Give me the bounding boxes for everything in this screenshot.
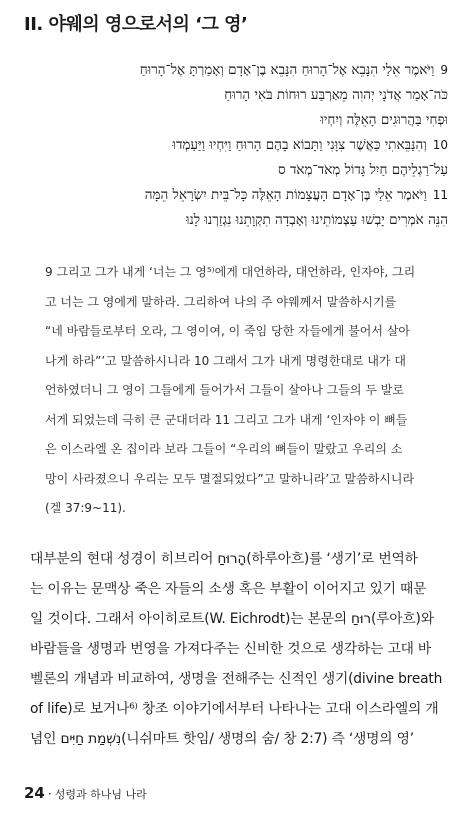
body-line: of life)로 보거나⁶⁾ 창조 이야기에서부터 나타나는 고대 이스라엘의 개 bbox=[30, 701, 439, 717]
hebrew-line bbox=[18, 183, 448, 208]
section-heading: II. 야웨의 영으로서의 ‘그 영’ bbox=[24, 14, 248, 35]
hebrew-line-text: עַל־רַגְלֵיהֶם חַיִל גָּדוֹל מְאֹד־מְאֹד ס bbox=[277, 162, 448, 178]
hebrew-line bbox=[18, 58, 448, 83]
page-footer bbox=[24, 783, 147, 802]
hebrew-line bbox=[18, 133, 448, 158]
translation-line: 서게 되었는데 극히 큰 군대더라 11 그리고 그가 내게 ‘인자야 이 뼈들 bbox=[45, 412, 408, 427]
hebrew-line bbox=[18, 208, 448, 233]
book-title: 성령과 하나님 나라 bbox=[54, 788, 147, 801]
hebrew-line-text: וַיֹּאמֶר אֵלַי בֶּן־אָדָם הָעֲצָמוֹת הָאֵלֶּה כָּל־בֵּית יִשְׂרָאֵל הֵמָּה bbox=[144, 187, 427, 203]
body-line: 는 이유는 문맥상 죽은 자들의 소생 혹은 부활이 이어지고 있기 때문 bbox=[30, 581, 427, 597]
body-line: 일 것이다. 그래서 아이히로트(W. Eichrodt)는 본문의 רוּחַ(루아흐)와 bbox=[30, 611, 434, 627]
hebrew-line-text: כֹּה־אָמַר אֲדֹנָי יְהוִה מֵאַרְבַּע רוּחוֹת בֹּאִי הָרוּחַ bbox=[224, 87, 448, 103]
body-line: 대부분의 현대 성경이 히브리어 הָרוּחַ(하루아흐)를 ‘생기’로 번역하 bbox=[30, 551, 418, 567]
page-number: 24 bbox=[24, 784, 45, 802]
body-paragraph bbox=[30, 544, 450, 754]
verse-number: 11 bbox=[432, 188, 448, 202]
translation-line: 나게 하라”’고 말씀하시니라 10 그래서 그가 내게 명령한대로 내가 대 bbox=[45, 353, 407, 368]
translation-line: 망이 사라졌으니 우리는 모두 멸절되었다”고 말하니라’고 말씀하시니라 bbox=[45, 471, 415, 486]
hebrew-line-text: וַיֹּאמֶר אֵלַי הִנָּבֵא אֶל־הָרוּחַ הִנָּבֵא בֶן־אָדָם וְאָמַרְתָּ אֶל־הָרוּחַ bbox=[139, 62, 435, 78]
footer-separator: · bbox=[47, 787, 52, 801]
translation-line: “네 바람들로부터 오라, 그 영이여, 이 죽임 당한 자들에게 불어서 살아 bbox=[45, 324, 410, 338]
hebrew-line-text: הִנֵּה אֹמְרִים יָבְשׁוּ עַצְמוֹתֵינוּ וְאָבְדָה תִקְוָתֵנוּ נִגְזַרְנוּ לָנוּ bbox=[185, 212, 448, 228]
body-line: 념인 נִשְׁמַת חַיִּים(니쉬마트 핫임/ 생명의 숨/ 창 2:7) 즉 ‘생명의 영’ bbox=[30, 731, 414, 747]
scripture-reference: (겔 37:9~11). bbox=[45, 501, 126, 515]
hebrew-line-text: וּפְחִי בַּהֲרוּגִים הָאֵלֶּה וְיִחְיוּ bbox=[320, 112, 448, 128]
translation-line: 은 이스라엘 온 집이라 보라 그들이 “우리의 뼈들이 말랐고 우리의 소 bbox=[45, 442, 403, 456]
body-line: 벨론의 개념과 비교하여, 생명을 전해주는 신적인 생기(divine breath bbox=[30, 671, 443, 687]
hebrew-line bbox=[18, 158, 448, 183]
hebrew-line-text: וְהִנַּבֵּאתִי כַּאֲשֶׁר צִוָּנִי וַתָּבוֹא בָהֶם הָרוּחַ וַיִּחְיוּ וַיַּעַמְדוּ bbox=[172, 137, 427, 153]
translation-line: 고 너는 그 영에게 말하라. 그리하여 나의 주 야웨께서 말씀하시기를 bbox=[45, 294, 397, 309]
hebrew-line bbox=[18, 83, 448, 108]
body-line: 바람들을 생명과 번영을 가져다주는 신비한 것으로 생각하는 고대 바 bbox=[30, 641, 432, 657]
hebrew-line bbox=[18, 108, 448, 133]
translation-line: 9 그리고 그가 내게 ‘너는 그 영⁵⁾에게 대언하라, 대언하라, 인자야, 그리 bbox=[45, 265, 416, 279]
verse-number: 9 bbox=[440, 63, 448, 77]
hebrew-text-block bbox=[18, 58, 448, 233]
translation-line: 언하였더니 그 영이 그들에게 들어가서 그들이 살아나 그들의 두 발로 bbox=[45, 383, 404, 397]
verse-number: 10 bbox=[432, 138, 448, 152]
korean-translation-block bbox=[45, 258, 430, 524]
